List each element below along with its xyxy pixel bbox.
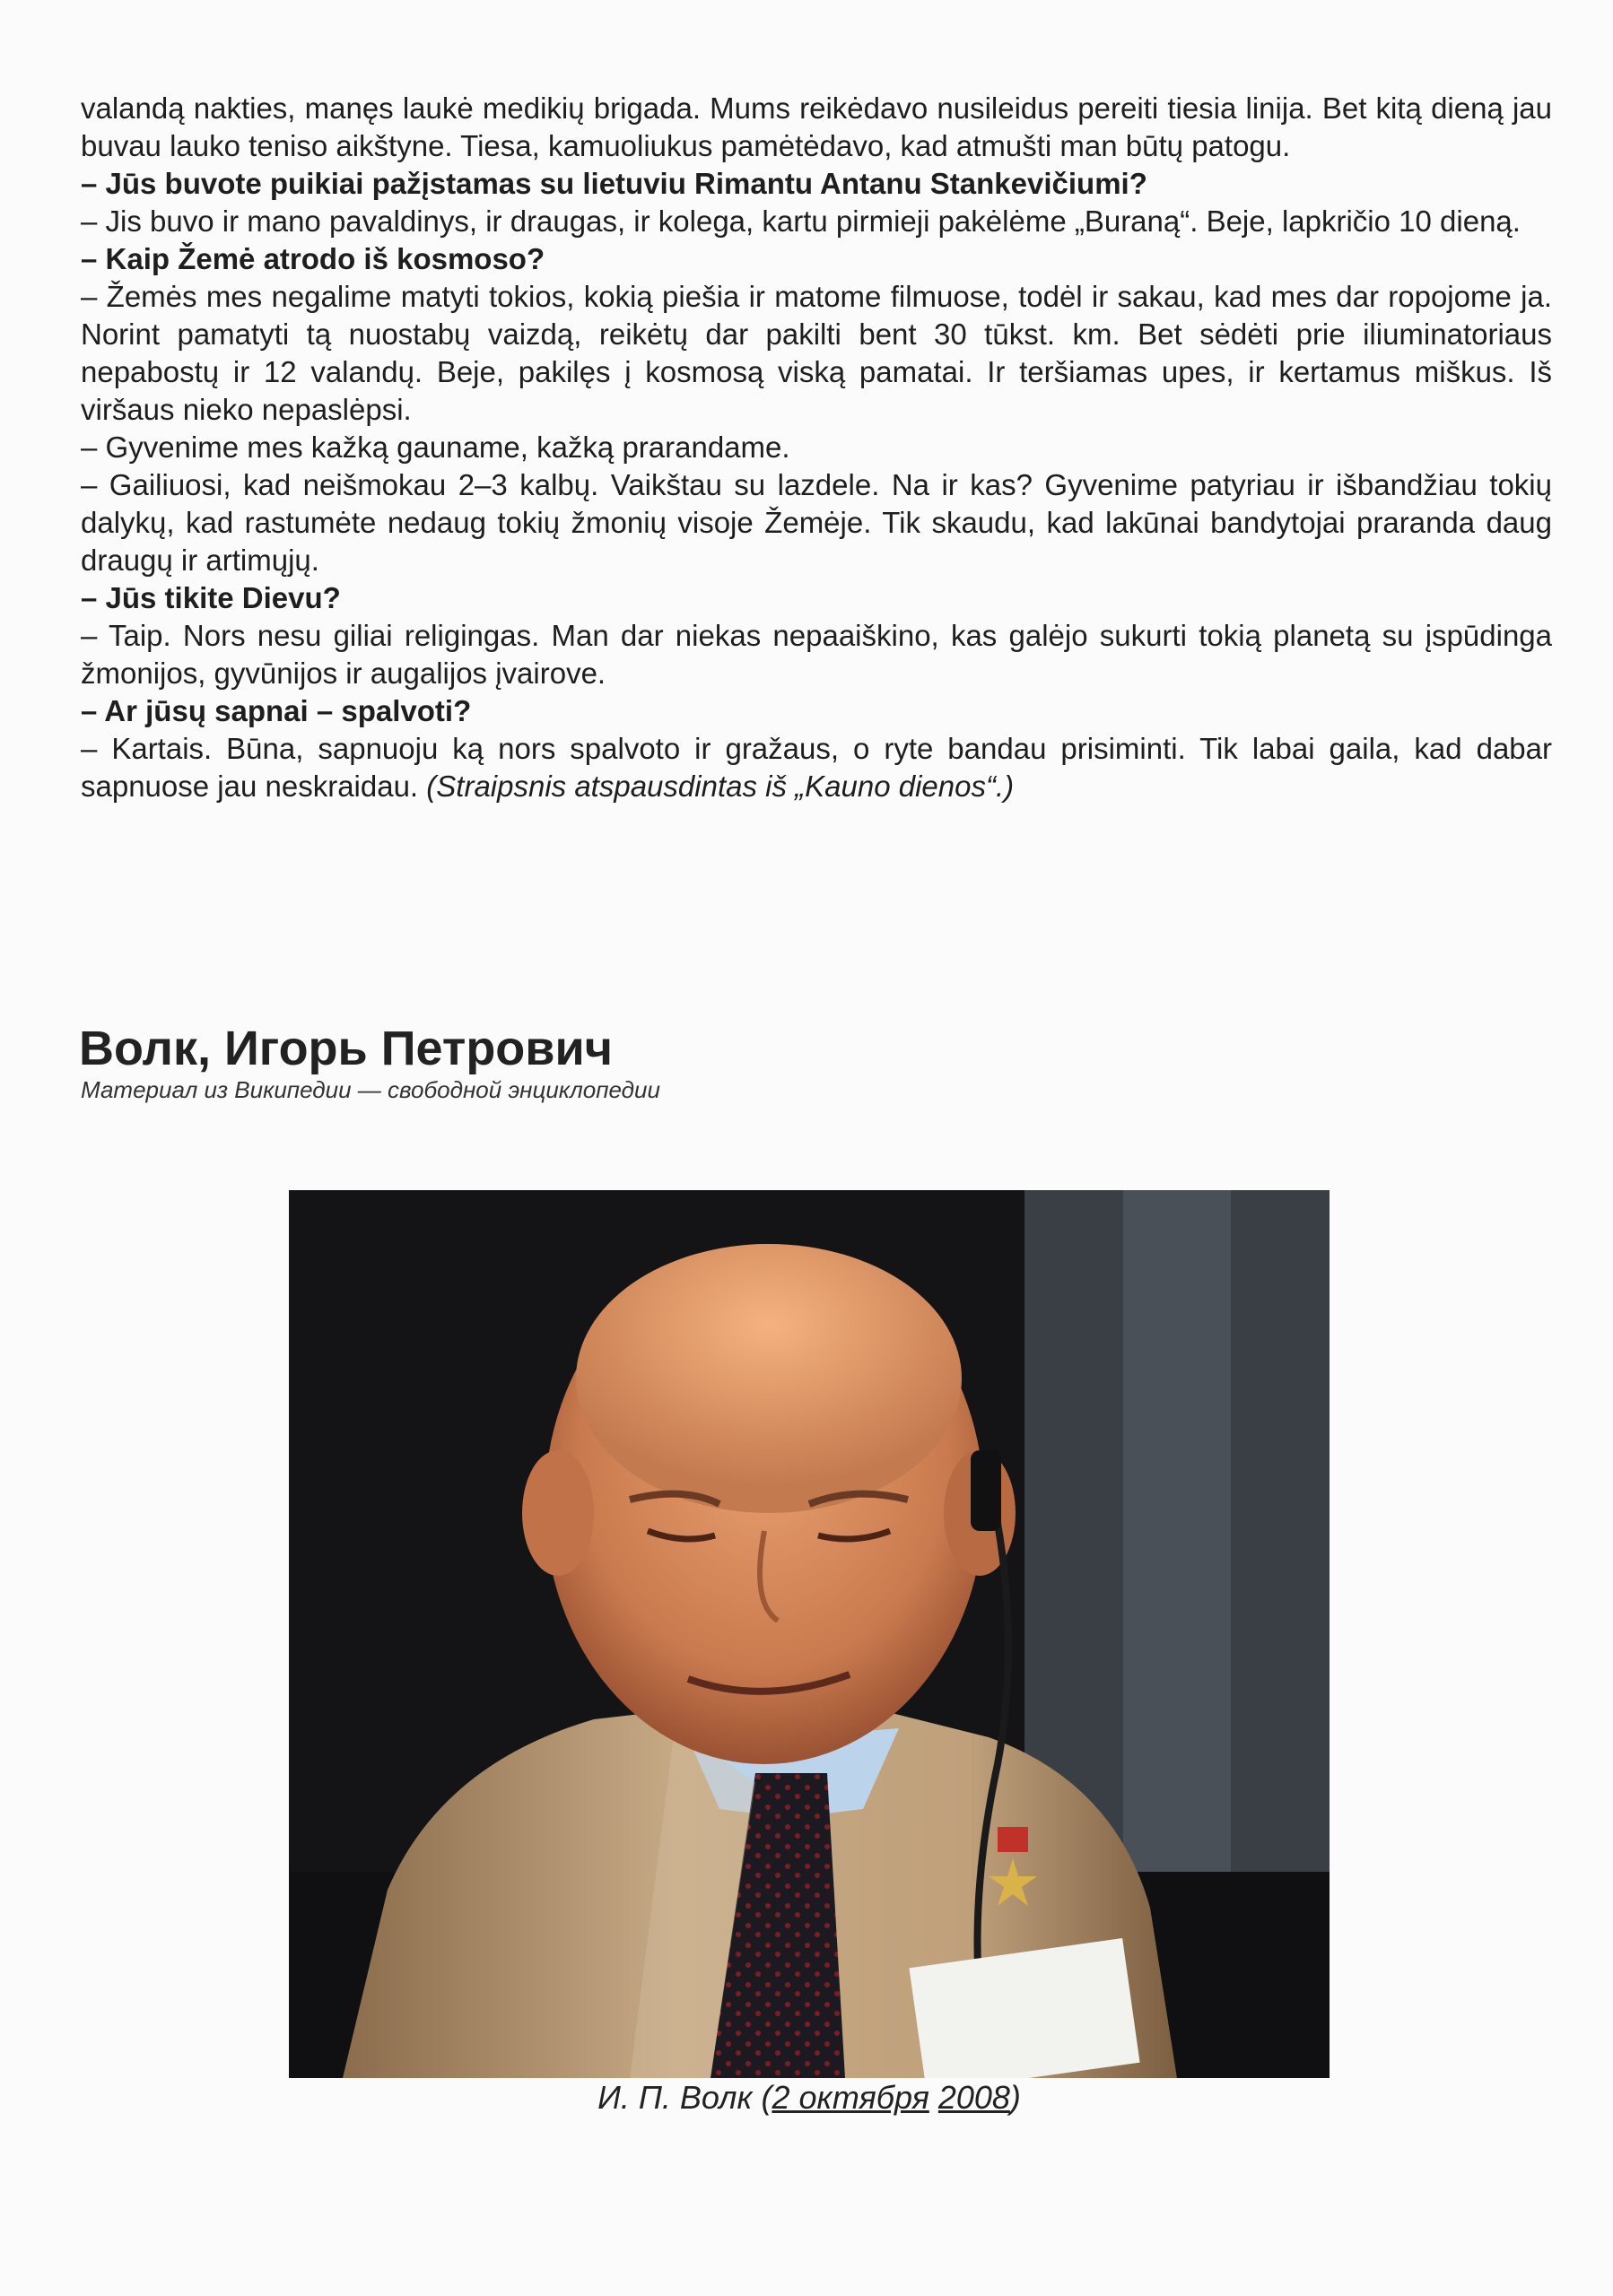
caption-prefix: И. П. Волк (: [597, 2079, 772, 2116]
portrait-illustration: [289, 1190, 1330, 2078]
caption-year-link[interactable]: 2008: [937, 2079, 1010, 2116]
caption-suffix: ): [1009, 2079, 1021, 2116]
portrait-photo: [289, 1190, 1330, 2078]
paragraph: valandą nakties, manęs laukė medikių brigada. Mums reikėdavo nusileidus pereiti tiesia linija. Bet kitą dieną jau buvau lauko teniso aikštyne. Tiesa, kamuoliukus pamėtėdavo, kad atmušti man būtų patogu.: [81, 91, 1552, 162]
article-subtitle: Материал из Википедии — свободной энциклопедии: [81, 1076, 660, 1103]
question: – Kaip Žemė atrodo iš kosmoso?: [81, 242, 545, 275]
answer: – Žemės mes negalime matyti tokios, kokią piešia ir matome filmuose, todėl ir sakau, kad mes dar ropojome ja. Norint pamatyti tą nuostabų vaizdą, reikėtų dar pakilti bent 30 tūkst. km. Bet sėdėti prie iliuminatoriaus nepabostų ir 12 valandų. Beje, pakilęs į kosmosą viską pamatai. Ir teršiamas upes, ir kertamus miškus. Iš viršaus nieko nepaslėpsi.: [81, 280, 1552, 426]
answer: – Taip. Nors nesu giliai religingas. Man dar niekas nepaaiškino, kas galėjo sukurti tokią planetą su įspūdinga žmonijos, gyvūnijos ir augalijos įvairove.: [81, 619, 1552, 690]
answer: – Gyvenime mes kažką gauname, kažką prarandame.: [81, 430, 790, 464]
question: – Jūs buvote puikiai pažįstamas su lietuviu Rimantu Antanu Stankevičiumi?: [81, 167, 1147, 200]
answer: – Kartais. Būna, sapnuoju ką nors spalvoto ir gražaus, o ryte bandau prisiminti. Tik labai gaila, kad dabar sapnuose jau neskraidau.: [81, 732, 1552, 803]
answer: – Jis buvo ir mano pavaldinys, ir draugas, ir kolega, kartu pirmieji pakėlėme „Buraną“. Beje, lapkričio 10 dieną.: [81, 204, 1521, 238]
interview-text: [81, 90, 1552, 805]
answer-with-source: [81, 730, 1552, 805]
article-title: Волк, Игорь Петрович: [79, 1022, 614, 1075]
caption-date-link[interactable]: 2 октября: [772, 2079, 929, 2116]
photo-caption: [289, 2079, 1330, 2117]
question: – Ar jūsų sapnai – spalvoti?: [81, 694, 472, 727]
answer: – Gailiuosi, kad neišmokau 2–3 kalbų. Vaikštau su lazdele. Na ir kas? Gyvenime patyriau ir išbandžiau tokių dalykų, kad rastumėte nedaug tokių žmonių visoje Žemėje. Tik skaudu, kad lakūnai bandytojai praranda daug draugų ir artimųjų.: [81, 468, 1552, 577]
source-note: (Straipsnis atspausdintas iš „Kauno dienos“.): [426, 770, 1015, 803]
question: – Jūs tikite Dievu?: [81, 581, 341, 614]
